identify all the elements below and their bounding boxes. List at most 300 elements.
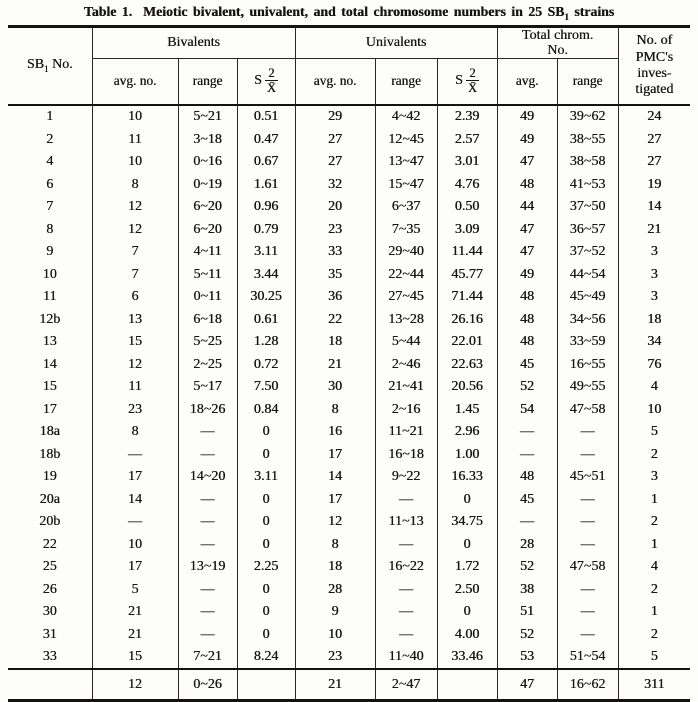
table-cell: 7: [46, 199, 54, 215]
table-cell: 9: [46, 244, 54, 260]
table-row: [8, 128, 690, 151]
table-cell: 15: [92, 646, 178, 670]
table-cell: 11~40: [375, 646, 437, 670]
table-cell: 21: [295, 353, 375, 376]
table-cell: 0: [237, 443, 295, 466]
table-title-subscript: 1: [564, 11, 569, 22]
table-cell: 16: [295, 421, 375, 444]
table-cell: 8: [295, 533, 375, 556]
table-cell: 3.09: [437, 218, 497, 241]
table-cell: 0: [437, 601, 497, 624]
table-cell: 2~46: [375, 353, 437, 376]
table-cell: 2.96: [437, 421, 497, 444]
table-cell: 1.28: [237, 331, 295, 354]
table-cell: 1: [46, 109, 54, 125]
table-row: [8, 398, 690, 421]
table-cell: —: [557, 488, 618, 511]
table-cell: 23: [92, 398, 178, 421]
table-cell: 6~37: [375, 196, 437, 219]
table-cell: 0.51: [237, 105, 295, 129]
table-cell: 1: [618, 533, 690, 556]
table-cell: 2.25: [237, 556, 295, 579]
table-cell: 10: [295, 623, 375, 646]
table-cell: 26: [42, 581, 57, 597]
s-symbol: S: [455, 73, 463, 89]
table-cell: 53: [497, 646, 557, 670]
table-cell: 49~55: [557, 376, 618, 399]
table-cell: 18: [295, 331, 375, 354]
s2x-formula: [455, 67, 479, 96]
table-cell: 18: [618, 308, 690, 331]
table-cell: —: [375, 601, 437, 624]
table-footer: [8, 669, 690, 701]
table-cell: 15: [42, 379, 57, 395]
table-cell: 10: [92, 105, 178, 129]
table-cell: 12: [92, 196, 178, 219]
table-cell: 3.11: [237, 241, 295, 264]
table-cell: 3: [618, 241, 690, 264]
table-cell: 36~57: [557, 218, 618, 241]
table-cell: 0: [237, 623, 295, 646]
table-cell: 11.44: [437, 241, 497, 264]
table-cell: 4~11: [178, 241, 237, 264]
table-cell: 16~55: [557, 353, 618, 376]
table-cell: 0: [237, 488, 295, 511]
table-cell: 18b: [39, 446, 61, 462]
table-cell: 2.39: [437, 105, 497, 129]
summary-row: [8, 669, 690, 701]
table-cell: 16~22: [375, 556, 437, 579]
table-cell: 52: [497, 623, 557, 646]
table-cell: 45.77: [437, 263, 497, 286]
table-cell: 27: [618, 151, 690, 174]
s2x-numerator: 2: [469, 65, 476, 80]
sb-rest: No.: [52, 57, 73, 73]
table-cell: 36: [295, 286, 375, 309]
table-cell: 5~11: [178, 263, 237, 286]
table-cell: 7.50: [237, 376, 295, 399]
table-cell: 45~49: [557, 286, 618, 309]
s2x-numerator: 2: [268, 65, 275, 80]
table-cell: 4~42: [375, 105, 437, 129]
table-cell: —: [497, 511, 557, 534]
table-row: [8, 578, 690, 601]
table-cell: 47~58: [557, 556, 618, 579]
table-cell: 3~18: [178, 128, 237, 151]
table-cell: 44: [497, 196, 557, 219]
table-cell: 14: [42, 356, 57, 372]
table-cell: 5: [618, 421, 690, 444]
table-cell: 11~21: [375, 421, 437, 444]
table-cell: 47: [497, 151, 557, 174]
table-cell: —: [178, 421, 237, 444]
table-cell: 48: [497, 286, 557, 309]
table-cell: 11: [92, 128, 178, 151]
summary-cell: 12: [92, 669, 178, 701]
table-cell: 0: [237, 578, 295, 601]
table-cell: 6~20: [178, 218, 237, 241]
table-cell: 37~52: [557, 241, 618, 264]
table-row: [8, 263, 690, 286]
table-cell: 4.76: [437, 173, 497, 196]
table-cell: 71.44: [437, 286, 497, 309]
table-cell: 5~17: [178, 376, 237, 399]
table-cell: 4: [618, 556, 690, 579]
table-cell: 21: [618, 218, 690, 241]
table-cell: 23: [295, 646, 375, 670]
table-row: [8, 533, 690, 556]
table-cell: 30: [295, 376, 375, 399]
s2x-denominator: X̄: [266, 81, 276, 96]
col-header-sb-no: [8, 26, 92, 105]
table-cell: —: [178, 623, 237, 646]
table-cell: —: [375, 578, 437, 601]
col-header-univ-s2x: [437, 58, 497, 105]
group-header-bivalents: Bivalents: [92, 26, 295, 58]
table-cell: 13~19: [178, 556, 237, 579]
table-cell: 8: [92, 173, 178, 196]
table-title-text: Meiotic bivalent, univalent, and total chromosome numbers in 25 SB: [143, 4, 565, 19]
table-cell: 45: [497, 353, 557, 376]
table-cell: 2: [618, 443, 690, 466]
table-cell: —: [178, 443, 237, 466]
table-cell: 8: [46, 221, 54, 237]
table-cell: 14: [618, 196, 690, 219]
table-row: [8, 353, 690, 376]
s2x-fraction: [265, 67, 278, 96]
table-cell: 11: [92, 376, 178, 399]
table-row: [8, 443, 690, 466]
table-cell: 2: [618, 511, 690, 534]
table-cell: 33: [42, 649, 57, 665]
table-cell: 12: [92, 218, 178, 241]
table-cell: 26.16: [437, 308, 497, 331]
table-cell: 5: [618, 646, 690, 670]
table-cell: 4: [618, 376, 690, 399]
table-cell: 39~62: [557, 105, 618, 129]
table-cell: 18a: [39, 424, 60, 440]
table-cell: 6: [92, 286, 178, 309]
table-cell: 10: [618, 398, 690, 421]
table-cell: 9: [295, 601, 375, 624]
table-cell: 17: [92, 556, 178, 579]
table-cell: 29~40: [375, 241, 437, 264]
table-cell: 38: [497, 578, 557, 601]
table-cell: 7~21: [178, 646, 237, 670]
table-cell: —: [557, 578, 618, 601]
table-cell: 8: [92, 421, 178, 444]
s2x-fraction: [466, 67, 479, 96]
table-cell: 6~18: [178, 308, 237, 331]
col-header-total-avg: avg.: [497, 58, 557, 105]
table-cell: 22: [295, 308, 375, 331]
table-cell: 48: [497, 308, 557, 331]
table-cell: 27~45: [375, 286, 437, 309]
table-cell: 22.01: [437, 331, 497, 354]
table-title: [0, 0, 698, 22]
table-cell: 0.47: [237, 128, 295, 151]
s2x-formula: [254, 67, 278, 96]
table-row: [8, 601, 690, 624]
summary-cell: 2~47: [375, 669, 437, 701]
s2x-denominator: X̄: [467, 81, 477, 96]
table-row: [8, 466, 690, 489]
table-cell: 0: [237, 601, 295, 624]
table-cell: 7: [92, 241, 178, 264]
table-cell: 8: [295, 398, 375, 421]
table-cell: 49: [497, 105, 557, 129]
table-cell: —: [557, 443, 618, 466]
table-cell: 9~22: [375, 466, 437, 489]
table-cell: 76: [618, 353, 690, 376]
table-cell: 48: [497, 331, 557, 354]
table-cell: 1: [618, 601, 690, 624]
data-table: [8, 25, 690, 702]
table-cell: 22: [42, 536, 57, 552]
table-cell: 34.75: [437, 511, 497, 534]
table-cell: —: [92, 443, 178, 466]
table-row: [8, 331, 690, 354]
table-row: [8, 308, 690, 331]
table-cell: 0.79: [237, 218, 295, 241]
table-cell: —: [497, 421, 557, 444]
table-cell: 44~54: [557, 263, 618, 286]
table-cell: 0~19: [178, 173, 237, 196]
table-cell: 5~44: [375, 331, 437, 354]
table-cell: —: [375, 623, 437, 646]
table-cell: 20.56: [437, 376, 497, 399]
table-row: [8, 196, 690, 219]
s-symbol: S: [254, 73, 262, 89]
table-cell: 29: [295, 105, 375, 129]
table-cell: 1.45: [437, 398, 497, 421]
table-cell: 21: [92, 601, 178, 624]
table-cell: 13~28: [375, 308, 437, 331]
table-cell: 38~55: [557, 128, 618, 151]
table-cell: 5~25: [178, 331, 237, 354]
table-cell: 33: [295, 241, 375, 264]
table-cell: —: [178, 511, 237, 534]
table-cell: 48: [497, 466, 557, 489]
table-cell: —: [375, 533, 437, 556]
table-row: [8, 241, 690, 264]
table-cell: 41~53: [557, 173, 618, 196]
table-cell: —: [178, 533, 237, 556]
table-row: [8, 511, 690, 534]
table-cell: 28: [497, 533, 557, 556]
table-cell: 23: [295, 218, 375, 241]
table-cell: —: [557, 623, 618, 646]
table-cell: 21: [92, 623, 178, 646]
table-cell: 0.67: [237, 151, 295, 174]
table-cell: 35: [295, 263, 375, 286]
table-row: [8, 105, 690, 129]
table-cell: 0.50: [437, 196, 497, 219]
table-row: [8, 421, 690, 444]
table-cell: 16.33: [437, 466, 497, 489]
summary-cell: 16~62: [557, 669, 618, 701]
table-cell: 0.96: [237, 196, 295, 219]
table-cell: 0~11: [178, 286, 237, 309]
table-cell: —: [497, 443, 557, 466]
table-cell: 18~26: [178, 398, 237, 421]
table-cell: 0~16: [178, 151, 237, 174]
table-header: [8, 26, 690, 105]
table-cell: 2: [618, 623, 690, 646]
table-cell: 52: [497, 376, 557, 399]
table-cell: 10: [42, 266, 57, 282]
table-cell: 3: [618, 286, 690, 309]
table-cell: 49: [497, 263, 557, 286]
table-cell: 11: [43, 289, 57, 305]
total-chrom-line2: No.: [547, 42, 568, 58]
table-cell: 49: [497, 128, 557, 151]
pmc-line2: PMC's: [635, 49, 674, 65]
table-cell: —: [178, 488, 237, 511]
table-cell: 0.84: [237, 398, 295, 421]
table-cell: —: [178, 578, 237, 601]
table-cell: 38~58: [557, 151, 618, 174]
table-cell: —: [557, 511, 618, 534]
table-title-suffix: strains: [574, 4, 615, 19]
table-cell: 13: [42, 334, 57, 350]
table-cell: 14: [295, 466, 375, 489]
table-cell: 5~21: [178, 105, 237, 129]
table-cell: 17: [42, 401, 57, 417]
col-header-pmc-investigated: [618, 26, 690, 105]
summary-cell: 0~26: [178, 669, 237, 701]
table-row: [8, 556, 690, 579]
table-cell: 3.44: [237, 263, 295, 286]
table-cell: 21~41: [375, 376, 437, 399]
table-cell: 3.11: [237, 466, 295, 489]
table-cell: —: [557, 601, 618, 624]
table-cell: 5: [92, 578, 178, 601]
table-cell: 33~59: [557, 331, 618, 354]
sb-label: SB: [26, 57, 44, 73]
table-cell: 51: [497, 601, 557, 624]
col-header-univ-avg-no: avg. no.: [295, 58, 375, 105]
col-header-biv-s2x: [237, 58, 295, 105]
header-sub-row: [8, 58, 690, 105]
table-cell: 19: [618, 173, 690, 196]
table-cell: 52: [497, 556, 557, 579]
summary-cell: [8, 669, 92, 701]
header-group-row: [8, 26, 690, 58]
table-cell: 30.25: [237, 286, 295, 309]
table-row: [8, 376, 690, 399]
table-cell: 33.46: [437, 646, 497, 670]
table-cell: 2~16: [375, 398, 437, 421]
table-row: [8, 488, 690, 511]
table-cell: 13: [92, 308, 178, 331]
table-cell: 1: [618, 488, 690, 511]
table-row: [8, 646, 690, 670]
table-cell: —: [178, 601, 237, 624]
table-cell: 6~20: [178, 196, 237, 219]
table-cell: 10: [92, 151, 178, 174]
table-cell: —: [92, 511, 178, 534]
table-cell: 8.24: [237, 646, 295, 670]
table-cell: 2~25: [178, 353, 237, 376]
table-cell: 6: [46, 176, 54, 192]
table-row: [8, 151, 690, 174]
table-cell: —: [557, 421, 618, 444]
table-cell: 28: [295, 578, 375, 601]
table-cell: 3: [618, 263, 690, 286]
table-cell: 27: [295, 151, 375, 174]
table-cell: 1.72: [437, 556, 497, 579]
table-cell: 0: [237, 533, 295, 556]
table-cell: 37~50: [557, 196, 618, 219]
table-cell: 22~44: [375, 263, 437, 286]
table-row: [8, 286, 690, 309]
table-cell: 0: [437, 533, 497, 556]
table-cell: 11~13: [375, 511, 437, 534]
table-cell: 0.72: [237, 353, 295, 376]
summary-cell: 311: [618, 669, 690, 701]
table-cell: 24: [618, 105, 690, 129]
table-cell: 47: [497, 218, 557, 241]
sb-subscript: 1: [44, 64, 49, 75]
table-cell: 13~47: [375, 151, 437, 174]
table-cell: 10: [92, 533, 178, 556]
table-row: [8, 173, 690, 196]
table-cell: 27: [295, 128, 375, 151]
table-cell: 48: [497, 173, 557, 196]
pmc-line4: tigated: [635, 82, 674, 98]
table-cell: 2.50: [437, 578, 497, 601]
table-cell: 12: [92, 353, 178, 376]
table-cell: 2: [46, 131, 54, 147]
table-cell: 2.57: [437, 128, 497, 151]
table-cell: 12b: [39, 311, 61, 327]
summary-cell: [437, 669, 497, 701]
table-cell: 45~51: [557, 466, 618, 489]
table-cell: 7: [92, 263, 178, 286]
table-cell: 20b: [39, 514, 61, 530]
table-cell: 27: [618, 128, 690, 151]
table-cell: 4.00: [437, 623, 497, 646]
table-cell: 20a: [39, 491, 60, 507]
table-row: [8, 623, 690, 646]
table-cell: 2: [618, 578, 690, 601]
col-header-biv-avg-no: avg. no.: [92, 58, 178, 105]
table-cell: 47~58: [557, 398, 618, 421]
col-header-biv-range: range: [178, 58, 237, 105]
table-cell: 0: [237, 511, 295, 534]
table-body: [8, 105, 690, 670]
table-cell: 15~47: [375, 173, 437, 196]
total-chrom-line1: Total chrom.: [521, 27, 594, 43]
table-cell: 31: [42, 626, 57, 642]
table-cell: 3: [618, 466, 690, 489]
table-cell: 14: [92, 488, 178, 511]
table-cell: 54: [497, 398, 557, 421]
table-cell: 14~20: [178, 466, 237, 489]
table-cell: 22.63: [437, 353, 497, 376]
table-cell: 34~56: [557, 308, 618, 331]
table-cell: 3.01: [437, 151, 497, 174]
table-row: [8, 218, 690, 241]
table-cell: 51~54: [557, 646, 618, 670]
table-cell: 17: [295, 488, 375, 511]
table-cell: 4: [46, 154, 54, 170]
table-cell: 34: [618, 331, 690, 354]
table-cell: 16~18: [375, 443, 437, 466]
table-cell: 1.61: [237, 173, 295, 196]
table-cell: 0: [237, 421, 295, 444]
